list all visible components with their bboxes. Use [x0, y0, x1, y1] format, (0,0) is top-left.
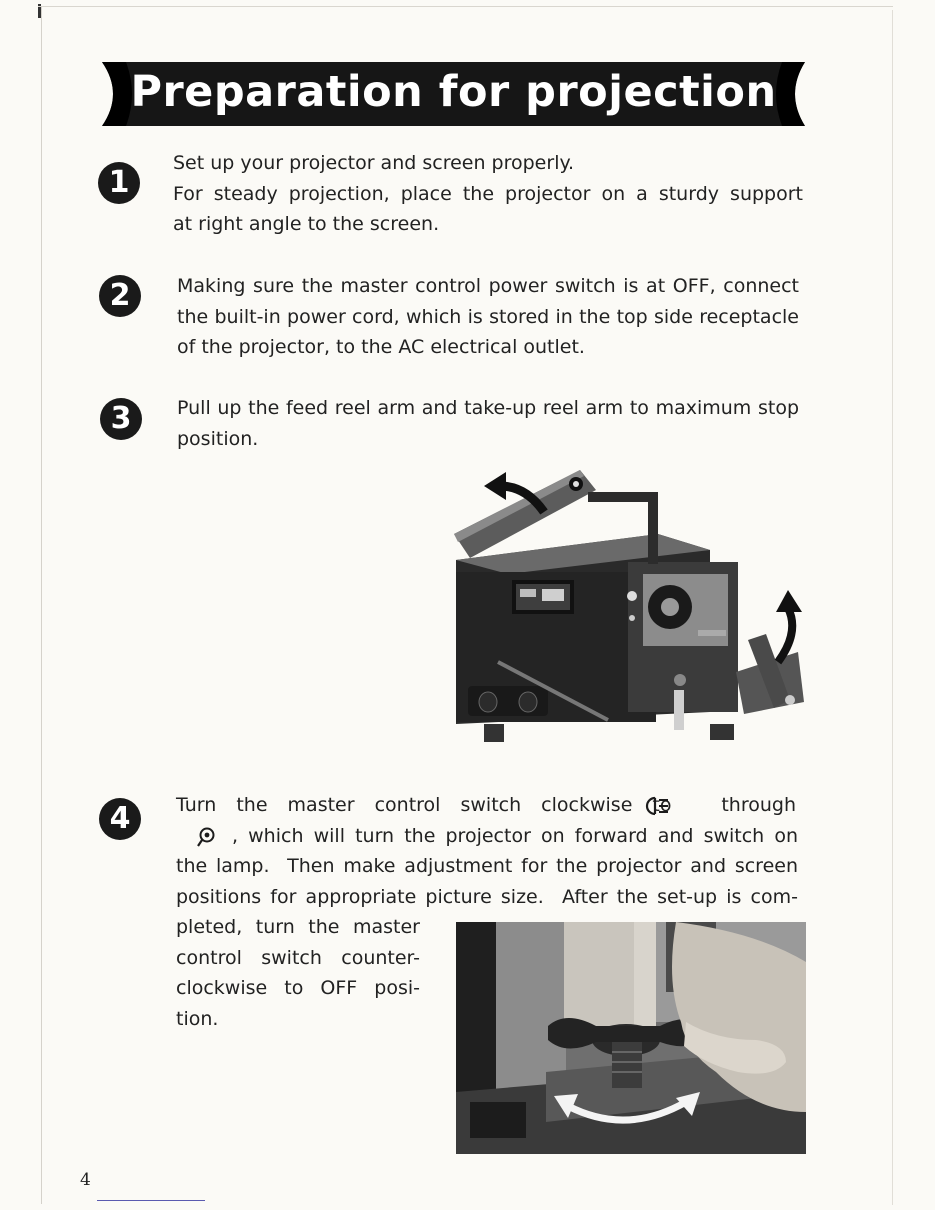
step-2-line-3: of the projector, to the AC electrical outlet.: [177, 336, 585, 358]
page-title: Preparation for projection: [130, 67, 777, 117]
step-3-line-2: position.: [177, 427, 259, 450]
step-4-line-2-text: , which will turn the projector on forward and switch on: [232, 824, 798, 847]
lamp-symbol-icon: [196, 826, 216, 858]
step-1-line-1: Set up your projector and screen properly.: [173, 152, 575, 174]
step-4-line-4: positions for appropriate picture size. After the set-up is com-: [176, 885, 798, 908]
step-2-line-2: the built-in power cord, which is stored in the top side receptacle: [177, 305, 799, 328]
master-switch-photo: [456, 922, 806, 1154]
projector-photo: [448, 462, 808, 757]
page-edge-left: [41, 6, 42, 1204]
step-2-line-1: Making sure the master control power switch is at OFF, connect: [177, 275, 799, 297]
page-edge-right: [892, 10, 893, 1205]
step-4-narrow-line-1: pleted, turn the master: [176, 916, 420, 938]
step-4-narrow-text: [176, 912, 420, 1034]
step-4-narrow-line-3: clockwise to OFF posi-: [176, 977, 420, 999]
step-4-narrow-line-2: control switch counter-: [176, 946, 420, 969]
page-number: 4: [80, 1170, 91, 1190]
page-edge-top: [38, 6, 893, 7]
step-number-4: 4: [99, 798, 141, 840]
footer-rule: [97, 1200, 205, 1201]
step-4-narrow-line-4: tion.: [176, 1007, 219, 1030]
step-number-2: 2: [99, 275, 141, 317]
step-4-line-3: the lamp. Then make adjustment for the projector and screen: [176, 855, 798, 877]
step-number-1: 1: [98, 162, 140, 204]
step-1-text: [173, 148, 803, 240]
step-2-text: [177, 271, 799, 363]
step-4-line-1a: Turn the master control switch clockwise to: [176, 794, 672, 816]
step-1-line-2: For steady projection, place the projector on a sturdy support: [173, 182, 803, 205]
step-3-line-1: Pull up the feed reel arm and take-up reel arm to maximum stop: [177, 397, 799, 419]
step-4-line-1b: through: [721, 794, 796, 816]
step-number-3: 3: [100, 398, 142, 440]
step-4-text: [176, 790, 798, 912]
title-banner: [102, 62, 805, 126]
step-1-line-3: at right angle to the screen.: [173, 213, 440, 235]
step-4-line-1: [176, 790, 798, 821]
step-3-text: [177, 393, 799, 454]
step-4-line-2: [176, 821, 798, 852]
